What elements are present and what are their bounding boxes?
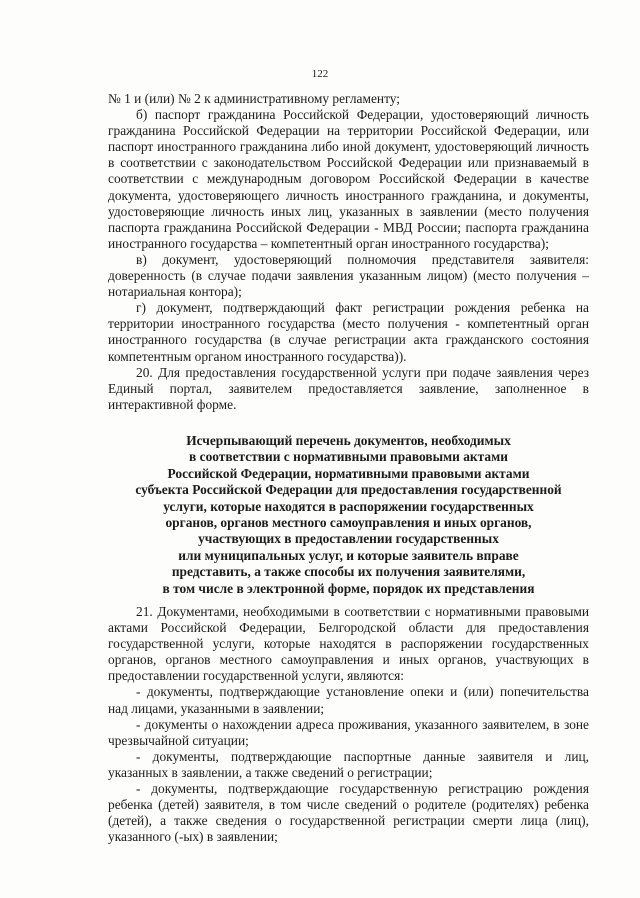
paragraph-continuation: № 1 и (или) № 2 к административному регламенту; [108,91,400,106]
paragraph-21: 21. Документами, необходимыми в соответствии с нормативными правовыми актами Российской Федерации, Белгородской области для предоставления государственной услуги, которые находятся в распоряжении государственных органов, органов местного самоуправления и иных органов, участвующих в предоставлении государственной услуги, являются: [108,604,589,684]
heading-line: субъекта Российской Федерации для предоставления государственной [135,482,562,498]
heading-line: представить, а также способы их получения заявителями, [171,564,526,580]
heading-line: Исчерпывающий перечень документов, необходимых [186,433,511,448]
list-item-guardianship: - документы, подтверждающие установление опеки и (или) попечительства над лицами, указанными в заявлении; [108,684,589,716]
list-item-birth-registration: - документы, подтверждающие государственную регистрацию рождения ребенка (детей) заявителя, в том числе сведений о родителе (родителях) ребенка (детей), а также сведения о государственной регистрации смерти лица (лиц), указанного (-ых) в заявлении; [108,781,589,845]
page-number: 122 [311,68,329,80]
heading-line: в том числе в электронной форме, порядок их представления [162,580,535,596]
section-heading [108,433,589,597]
paragraph-item-v: в) документ, удостоверяющий полномочия представителя заявителя: доверенность (в случае подачи заявления указанным лицом) (место получения – нотариальная контора); [108,251,589,300]
list-item-passport-data: - документы, подтверждающие паспортные данные заявителя и лиц, указанных в заявлении, а также сведений о регистрации; [108,748,589,780]
heading-line: Российской Федерации, нормативными правовыми актами [167,465,530,481]
heading-line: в соответствии с нормативными правовыми актами [189,449,508,465]
heading-line: участвующих в предоставлении государственных [198,531,499,547]
bottom-text-block [108,604,589,845]
top-text-block [108,91,589,413]
heading-line: услуги, которые находятся в распоряжении государственных [163,498,534,514]
paragraph-20: 20. Для предоставления государственной услуги при подаче заявления через Единый портал, заявителем предоставляется заявление, заполненное в интерактивной форме. [108,364,589,412]
paragraph-item-g: г) документ, подтверждающий факт регистрации рождения ребенка на территории иностранного государства (место получения - компетентный орган иностранного государства (в случае регистрации акта гражданского состояния компетентным органом иностранного государства)). [108,300,589,364]
heading-line: органов, органов местного самоуправления и иных органов, [165,515,532,531]
paragraph-item-b: б) паспорт гражданина Российской Федерации, удостоверяющий личность гражданина Российской Федерации на территории Российской Федерации, или паспорт иностранного гражданина либо иной документ, удостоверяющий личность в соответствии с законодательством Российской Федерации или признаваемый в соответствии с международным договором Российской Федерации в качестве документа, удостоверяющего личность иностранного гражданина, и документы, удостоверяющие личность иных лиц, указанных в заявлении (место получения паспорта гражданина Российской Федерации - МВД России; паспорта гражданина иностранного государства – компетентный орган иностранного государства); [108,107,589,251]
heading-line: или муниципальных услуг, и которые заявитель вправе [178,547,519,563]
list-item-emergency-zone: - документы о нахождении адреса проживания, указанного заявителем, в зоне чрезвычайной ситуации; [108,716,589,748]
